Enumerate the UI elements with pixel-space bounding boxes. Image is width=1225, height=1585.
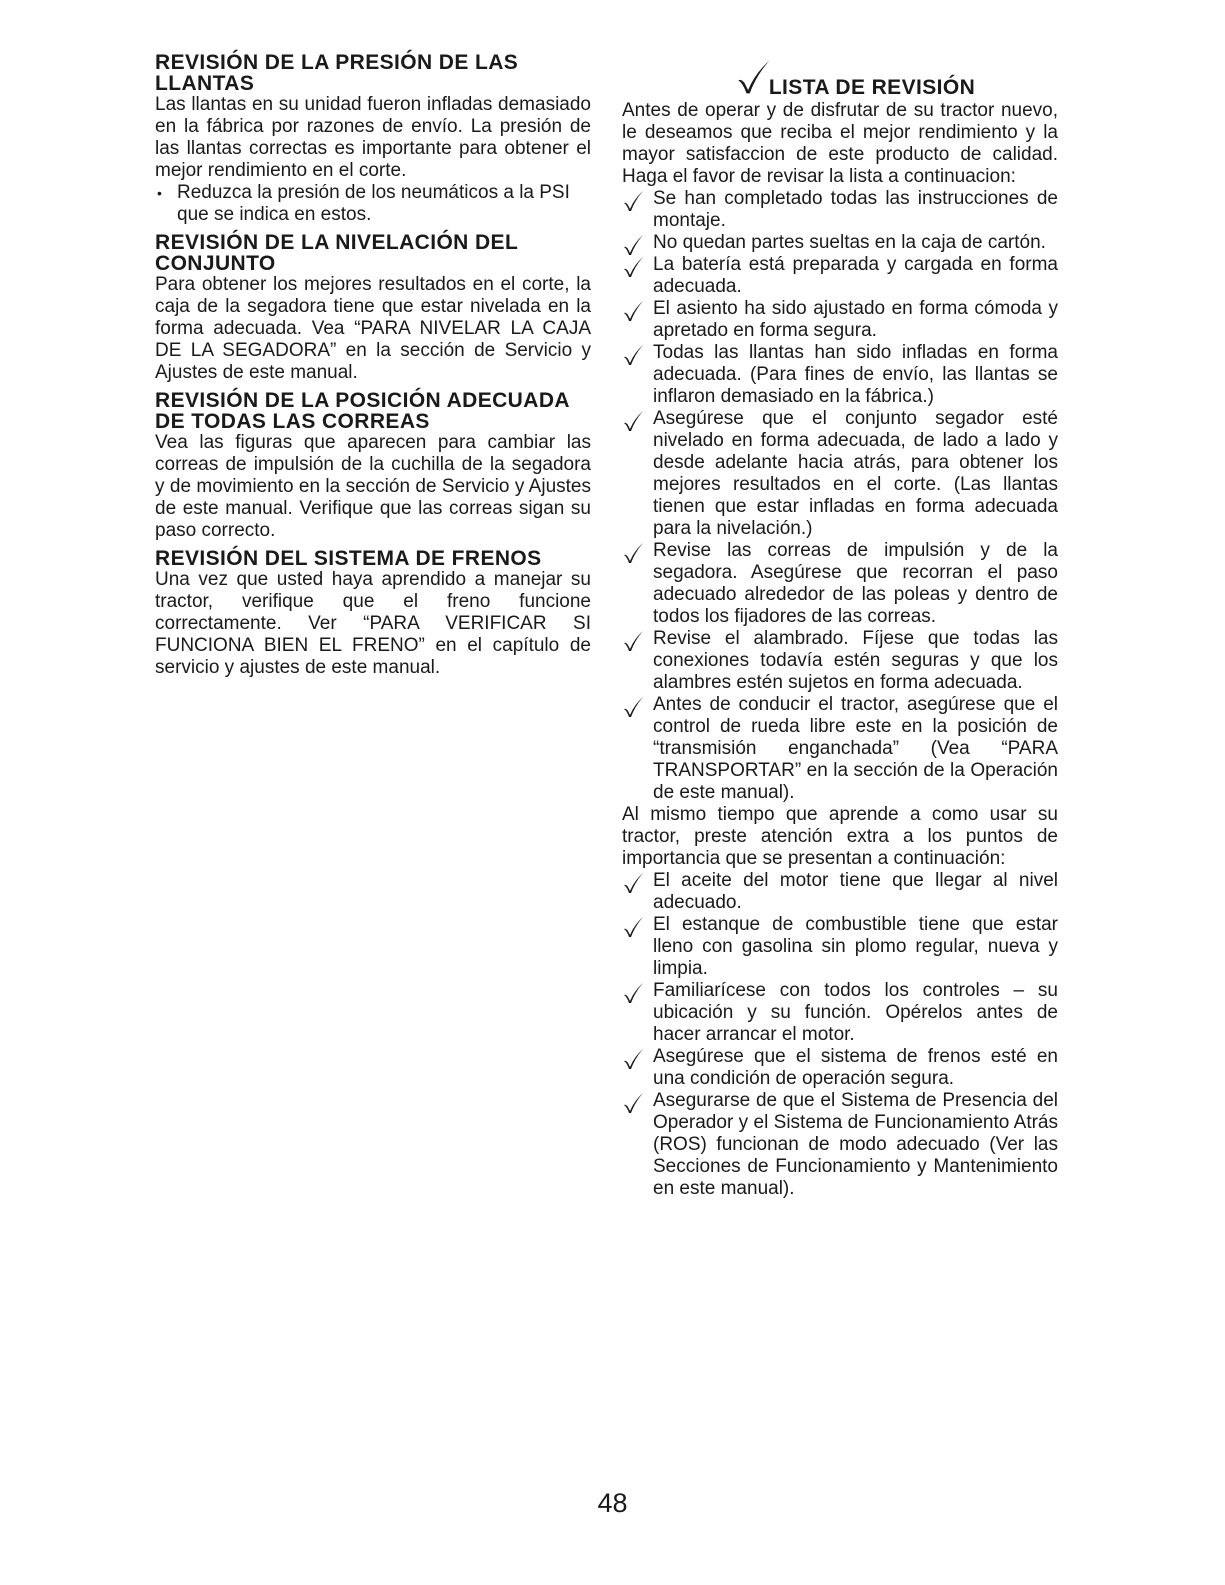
section-heading: REVISIÓN DEL SISTEMA DE FRENOS bbox=[155, 547, 542, 570]
section-deck-leveling bbox=[155, 232, 591, 384]
checklist-item bbox=[622, 188, 1058, 232]
checklist-item bbox=[622, 628, 1058, 694]
section-text: Para obtener los mejores resultados en el corte, la caja de la segadora tiene que estar nivelada en la forma adecuada. Vea “PARA NIVELAR LA CAJA DE LA SEGADORA” en la sección de Servicio y Ajustes de este manual. bbox=[155, 274, 591, 383]
bullet-icon: • bbox=[157, 185, 162, 201]
section-brake-system bbox=[155, 548, 591, 679]
checklist-item-text: La batería está preparada y cargada en forma adecuada. bbox=[653, 254, 1058, 297]
checklist-item bbox=[622, 870, 1058, 914]
checkmark-icon bbox=[622, 410, 644, 432]
checklist-item-text: El aceite del motor tiene que llegar al nivel adecuado. bbox=[653, 870, 1058, 913]
checklist-item-text: Revise el alambrado. Fíjese que todas las conexiones todavía estén seguras y que los alambres estén sujetos en forma adecuada. bbox=[653, 628, 1058, 693]
checkmark-icon bbox=[622, 234, 644, 256]
section-heading: REVISIÓN DE LA NIVELACIÓN DEL CONJUNTO bbox=[155, 231, 518, 275]
checklist-item bbox=[622, 980, 1058, 1046]
checkmark-icon bbox=[622, 982, 644, 1004]
checklist-item bbox=[622, 1046, 1058, 1090]
checklist-item bbox=[622, 298, 1058, 342]
checklist-item bbox=[622, 254, 1058, 298]
checklist-item bbox=[622, 232, 1058, 254]
checkmark-icon bbox=[622, 256, 644, 278]
checklist-item bbox=[622, 1090, 1058, 1200]
checklist-item-text: No quedan partes sueltas en la caja de cartón. bbox=[653, 232, 1046, 253]
checkmark-icon bbox=[622, 1048, 644, 1070]
checklist-group-1 bbox=[622, 188, 1058, 804]
checklist-intro: Antes de operar y de disfrutar de su tractor nuevo, le deseamos que reciba el mejor rendimiento y la mayor satisfaccion de este producto de calidad. Haga el favor de revisar la lista a continuacion: bbox=[622, 100, 1058, 187]
section-belt-position bbox=[155, 390, 591, 542]
checkmark-icon bbox=[622, 630, 644, 652]
section-text: Las llantas en su unidad fueron infladas demasiado en la fábrica por razones de envío. La presión de las llantas correctas es importante para obtener el mejor rendimiento en el corte. bbox=[155, 94, 591, 181]
checklist-item-text: Asegurarse de que el Sistema de Presencia del Operador y el Sistema de Funcionamiento Atrás (ROS) funcionan de modo adecuado (Ver las Secciones de Funcionamiento y Mantenimiento en este manual). bbox=[653, 1090, 1058, 1199]
section-tire-pressure bbox=[155, 52, 591, 226]
checkmark-icon bbox=[622, 300, 644, 322]
bullet-text: Reduzca la presión de los neumáticos a la PSI que se indica en estos. bbox=[177, 182, 570, 225]
checklist-item bbox=[622, 540, 1058, 628]
checklist-item-text: Familiarícese con todos los controles – su ubicación y su función. Opérelos antes de hacer arrancar el motor. bbox=[653, 980, 1058, 1045]
checkmark-icon bbox=[622, 190, 644, 212]
checklist-item-text: Asegúrese que el sistema de frenos esté en una condición de operación segura. bbox=[653, 1046, 1058, 1089]
checkmark-icon bbox=[622, 542, 644, 564]
checklist-item-text: Se han completado todas las instrucciones de montaje. bbox=[653, 188, 1058, 231]
left-column bbox=[155, 52, 591, 679]
checklist-item bbox=[622, 342, 1058, 408]
page-number: 48 bbox=[597, 1488, 628, 1518]
checkmark-icon bbox=[622, 916, 644, 938]
checklist-item bbox=[622, 408, 1058, 540]
checklist-item bbox=[622, 914, 1058, 980]
right-column bbox=[622, 52, 1058, 1200]
checklist-item-text: Asegúrese que el conjunto segador esté nivelado en forma adecuada, de lado a lado y desde adelante hacia atrás, para obtener los mejores resultados en el corte. (Las llantas tienen que estar infladas en forma adecuada para la nivelación.) bbox=[653, 408, 1058, 539]
checklist-item-text: Revise las correas de impulsión y de la segadora. Asegúrese que recorran el paso adecuado alrededor de las poleas y dentro de todos los fijadores de las correas. bbox=[653, 540, 1058, 627]
checkmark-icon bbox=[622, 1092, 644, 1114]
checkmark-icon bbox=[622, 344, 644, 366]
checkmark-icon bbox=[622, 872, 644, 894]
checklist-item-text: El asiento ha sido ajustado en forma cómoda y apretado en forma segura. bbox=[653, 298, 1058, 341]
checklist-middle-text: Al mismo tiempo que aprende a como usar su tractor, preste atención extra a los puntos de importancia que se presentan a continuación: bbox=[622, 804, 1058, 869]
checklist-item-text: El estanque de combustible tiene que estar lleno con gasolina sin plomo regular, nueva y limpia. bbox=[653, 914, 1058, 979]
bullet-item bbox=[155, 182, 591, 226]
checklist-title bbox=[652, 52, 1058, 100]
checkmark-icon bbox=[735, 54, 771, 100]
checklist-item bbox=[622, 694, 1058, 804]
checklist-heading: LISTA DE REVISIÓN bbox=[768, 76, 976, 99]
section-heading: REVISIÓN DE LA POSICIÓN ADECUADA DE TODAS LAS CORREAS bbox=[155, 389, 570, 433]
checklist-item-text: Antes de conducir el tractor, asegúrese que el control de rueda libre este en la posición de “transmisión enganchada” (Vea “PARA TRANSPORTAR” en la sección de la Operación de este manual). bbox=[653, 694, 1058, 803]
checklist-item-text: Todas las llantas han sido infladas en forma adecuada. (Para fines de envío, las llantas se inflaron demasiado en la fábrica.) bbox=[653, 342, 1058, 407]
section-text: Una vez que usted haya aprendido a manejar su tractor, verifique que el freno funcione correctamente. Ver “PARA VERIFICAR SI FUNCIONA BIEN EL FRENO” en el capítulo de servicio y ajustes de este manual. bbox=[155, 569, 591, 678]
checkmark-icon bbox=[622, 696, 644, 718]
section-heading: REVISIÓN DE LA PRESIÓN DE LAS LLANTAS bbox=[155, 51, 519, 95]
checklist-group-2 bbox=[622, 870, 1058, 1200]
section-text: Vea las figuras que aparecen para cambiar las correas de impulsión de la cuchilla de la segadora y de movimiento en la sección de Servicio y Ajustes de este manual. Verifique que las correas sigan su paso correcto. bbox=[155, 432, 591, 541]
